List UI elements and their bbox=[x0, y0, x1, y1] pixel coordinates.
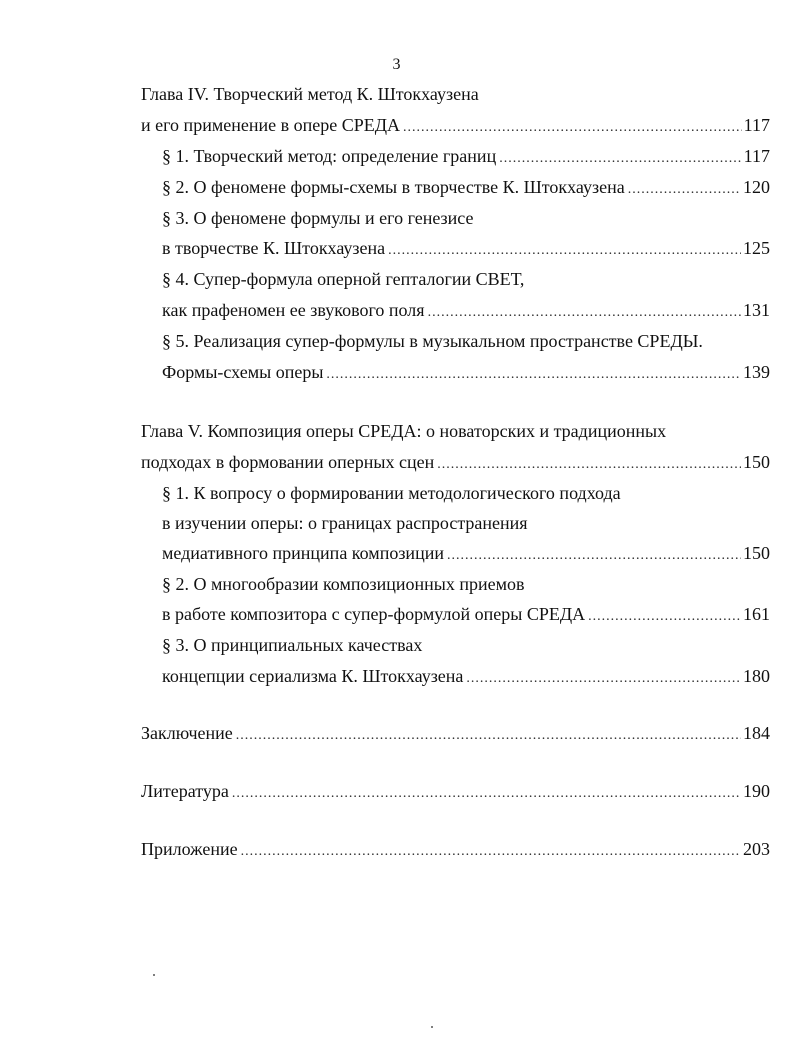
toc-section-entry[interactable]: в работе композитора с супер-формулой оперы СРЕДА ..... 161 bbox=[162, 603, 770, 628]
toc-section-entry[interactable]: Формы-схемы оперы ..... 139 bbox=[162, 361, 770, 386]
toc-section-title: § 3. О феномене формулы и его генезисе bbox=[162, 208, 474, 228]
chapter-4-entry[interactable]: и его применение в опере СРЕДА ..... 117 bbox=[141, 114, 770, 139]
toc-section-entry[interactable]: § 2. О феномене формы-схемы в творчестве К. Штокхаузена ..... 120 bbox=[162, 176, 770, 201]
leader-dots bbox=[437, 454, 741, 476]
page-ref: 180 bbox=[743, 666, 770, 686]
page-ref: 203 bbox=[743, 839, 770, 859]
chapter-4-title: Глава IV. Творческий метод К. Штокхаузена bbox=[141, 84, 479, 104]
leader-dots bbox=[232, 783, 741, 805]
page-number: 3 bbox=[392, 56, 401, 73]
toc-section-entry[interactable]: как прафеномен ее звукового поля ..... 131 bbox=[162, 299, 770, 324]
page-ref: 125 bbox=[743, 238, 770, 258]
toc-section-title: § 4. Супер-формула оперной гепталогии СВЕТ, bbox=[162, 269, 525, 289]
leader-dots bbox=[499, 148, 741, 170]
page-ref: 117 bbox=[743, 115, 770, 135]
scan-speck bbox=[153, 974, 155, 976]
page-ref: 190 bbox=[743, 781, 770, 801]
leader-dots bbox=[588, 606, 741, 628]
toc-section-entry[interactable]: медиативного принципа композиции ..... 150 bbox=[162, 542, 770, 567]
toc-section-entry[interactable]: в творчестве К. Штокхаузена ..... 125 bbox=[162, 237, 770, 262]
toc-section-title: в изучении оперы: о границах распространения bbox=[162, 513, 528, 533]
page-ref: 117 bbox=[743, 146, 770, 166]
page-ref: 184 bbox=[743, 723, 770, 743]
toc-appendix-entry[interactable]: Приложение ..... 203 bbox=[141, 838, 770, 863]
toc-section-title: § 3. О принципиальных качествах bbox=[162, 635, 423, 655]
leader-dots bbox=[403, 117, 742, 139]
toc-section-title: § 5. Реализация супер-формулы в музыкальном пространстве СРЕДЫ. bbox=[162, 331, 703, 351]
leader-dots bbox=[447, 545, 741, 567]
leader-dots bbox=[388, 240, 741, 262]
leader-dots bbox=[236, 725, 741, 747]
toc-section-entry[interactable]: § 1. Творческий метод: определение границ ..... 117 bbox=[162, 145, 770, 170]
toc-literature-entry[interactable]: Литература ..... 190 bbox=[141, 780, 770, 805]
chapter-5-title: Глава V. Композиция оперы СРЕДА: о новаторских и традиционных bbox=[141, 421, 667, 441]
page-ref: 120 bbox=[743, 177, 770, 197]
scan-speck bbox=[431, 1026, 433, 1028]
toc-section-title: § 2. О многообразии композиционных приемов bbox=[162, 574, 525, 594]
leader-dots bbox=[628, 179, 741, 201]
leader-dots bbox=[241, 841, 741, 863]
toc-section-entry[interactable]: концепции сериализма К. Штокхаузена ..... 180 bbox=[162, 665, 770, 690]
page-ref: 161 bbox=[743, 604, 770, 624]
leader-dots bbox=[326, 364, 741, 386]
page-ref: 150 bbox=[743, 452, 770, 472]
toc-conclusion-entry[interactable]: Заключение ..... 184 bbox=[141, 722, 770, 747]
toc-section-title: § 1. К вопросу о формировании методологического подхода bbox=[162, 483, 621, 503]
page-ref: 139 bbox=[743, 362, 770, 382]
leader-dots bbox=[428, 302, 741, 324]
chapter-5-entry[interactable]: подходах в формовании оперных сцен ..... 150 bbox=[141, 451, 770, 476]
page-ref: 131 bbox=[743, 300, 770, 320]
page-ref: 150 bbox=[743, 543, 770, 563]
leader-dots bbox=[466, 668, 741, 690]
